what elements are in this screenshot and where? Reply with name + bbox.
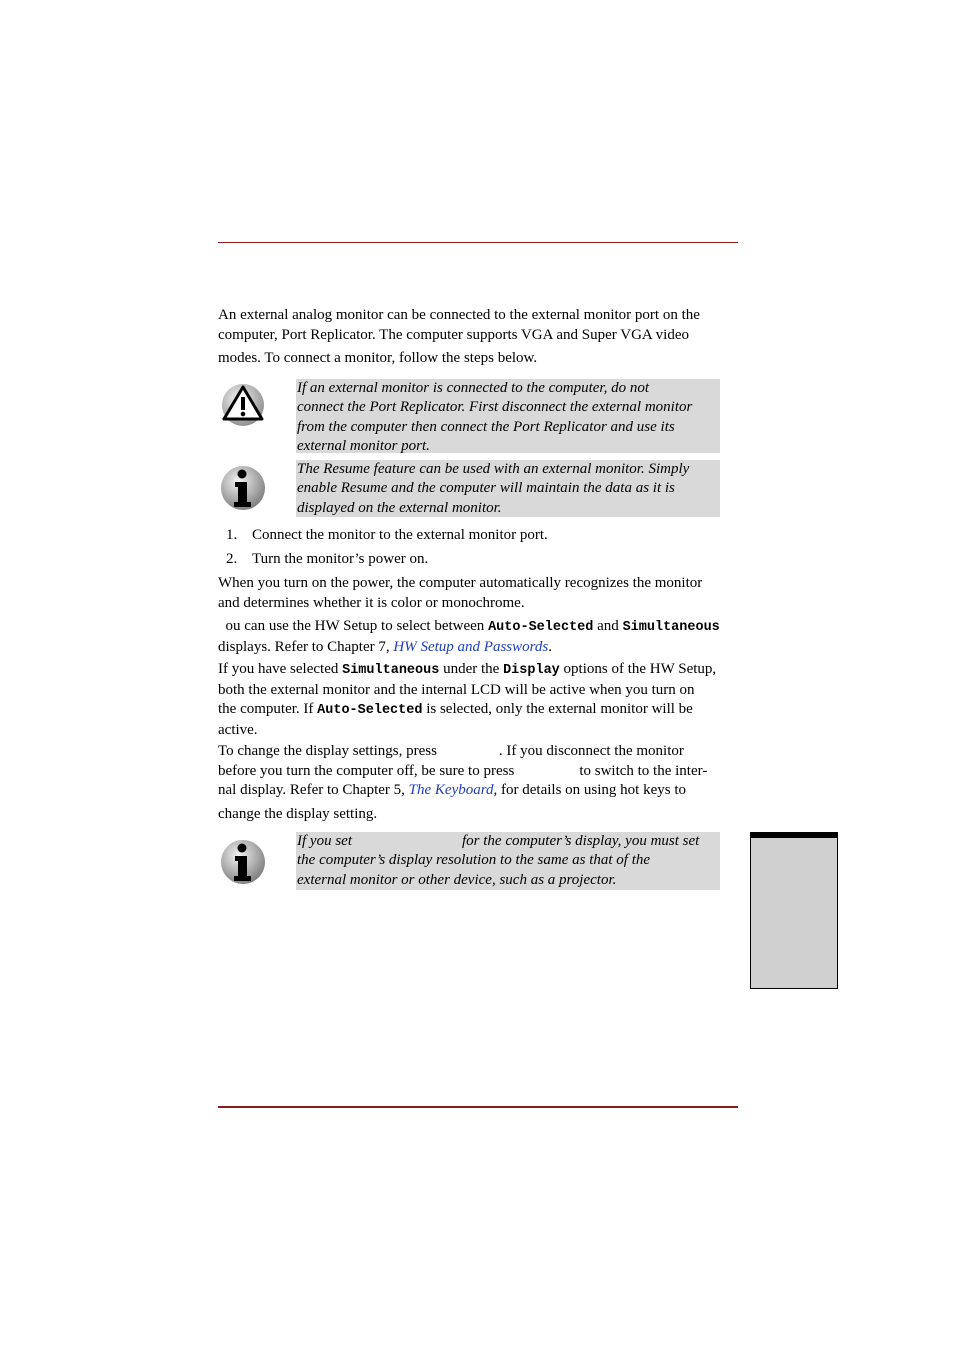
keyboard-link[interactable]: The Keyboard <box>408 782 494 798</box>
info-icon <box>220 464 266 512</box>
footer-rule <box>218 1106 738 1108</box>
change-display-paragraph: To change the display settings, press . If you disconnect the monitor before you turn the computer off, be sure to press to switch to the inter- nal display. Refer to Chapter 5, The Keyboard, for details on using hot keys to change the display setting. <box>218 743 708 822</box>
info-note-resolution: If you set for the computer’s display, you must set the computer’s display resolution to the same as that of the external monitor or other device, such as a projector. <box>296 832 720 890</box>
header-rule <box>218 242 738 243</box>
caution-note: If an external monitor is connected to the computer, do not connect the Port Replicator. First disconnect the external monitor from the computer then connect the Port Replicator and use its external monitor port. <box>296 379 720 453</box>
info-icon <box>220 838 266 886</box>
simultaneous-paragraph: If you have selected Simultaneous under the Display options of the HW Setup, both the external monitor and the internal LCD will be active when you turn on the computer. If Auto-Selected is selected, only the external monitor will be active. <box>218 661 717 738</box>
hw-setup-paragraph: ou can use the HW Setup to select between Auto-Selected and Simultaneous displays. Refer to Chapter 7, HW Setup and Passwords. <box>218 618 720 655</box>
warning-triangle-icon <box>220 381 266 429</box>
power-paragraph: When you turn on the power, the computer automatically recognizes the monitor and determines whether it is color or monochrome. <box>218 575 703 611</box>
info-note-resume: The Resume feature can be used with an external monitor. Simply enable Resume and the computer will maintain the data as it is displayed on the external monitor. <box>296 460 720 517</box>
chapter-tab <box>750 832 838 989</box>
step-1: 1. Connect the monitor to the external monitor port. <box>226 527 548 543</box>
step-2: 2. Turn the monitor’s power on. <box>226 551 429 567</box>
hw-setup-link[interactable]: HW Setup and Passwords <box>393 638 549 655</box>
intro-paragraph: An external analog monitor can be connected to the external monitor port on the computer, Port Replicator. The computer supports VGA and Super VGA video modes. To connect a monitor, follow the steps below. <box>218 307 700 366</box>
